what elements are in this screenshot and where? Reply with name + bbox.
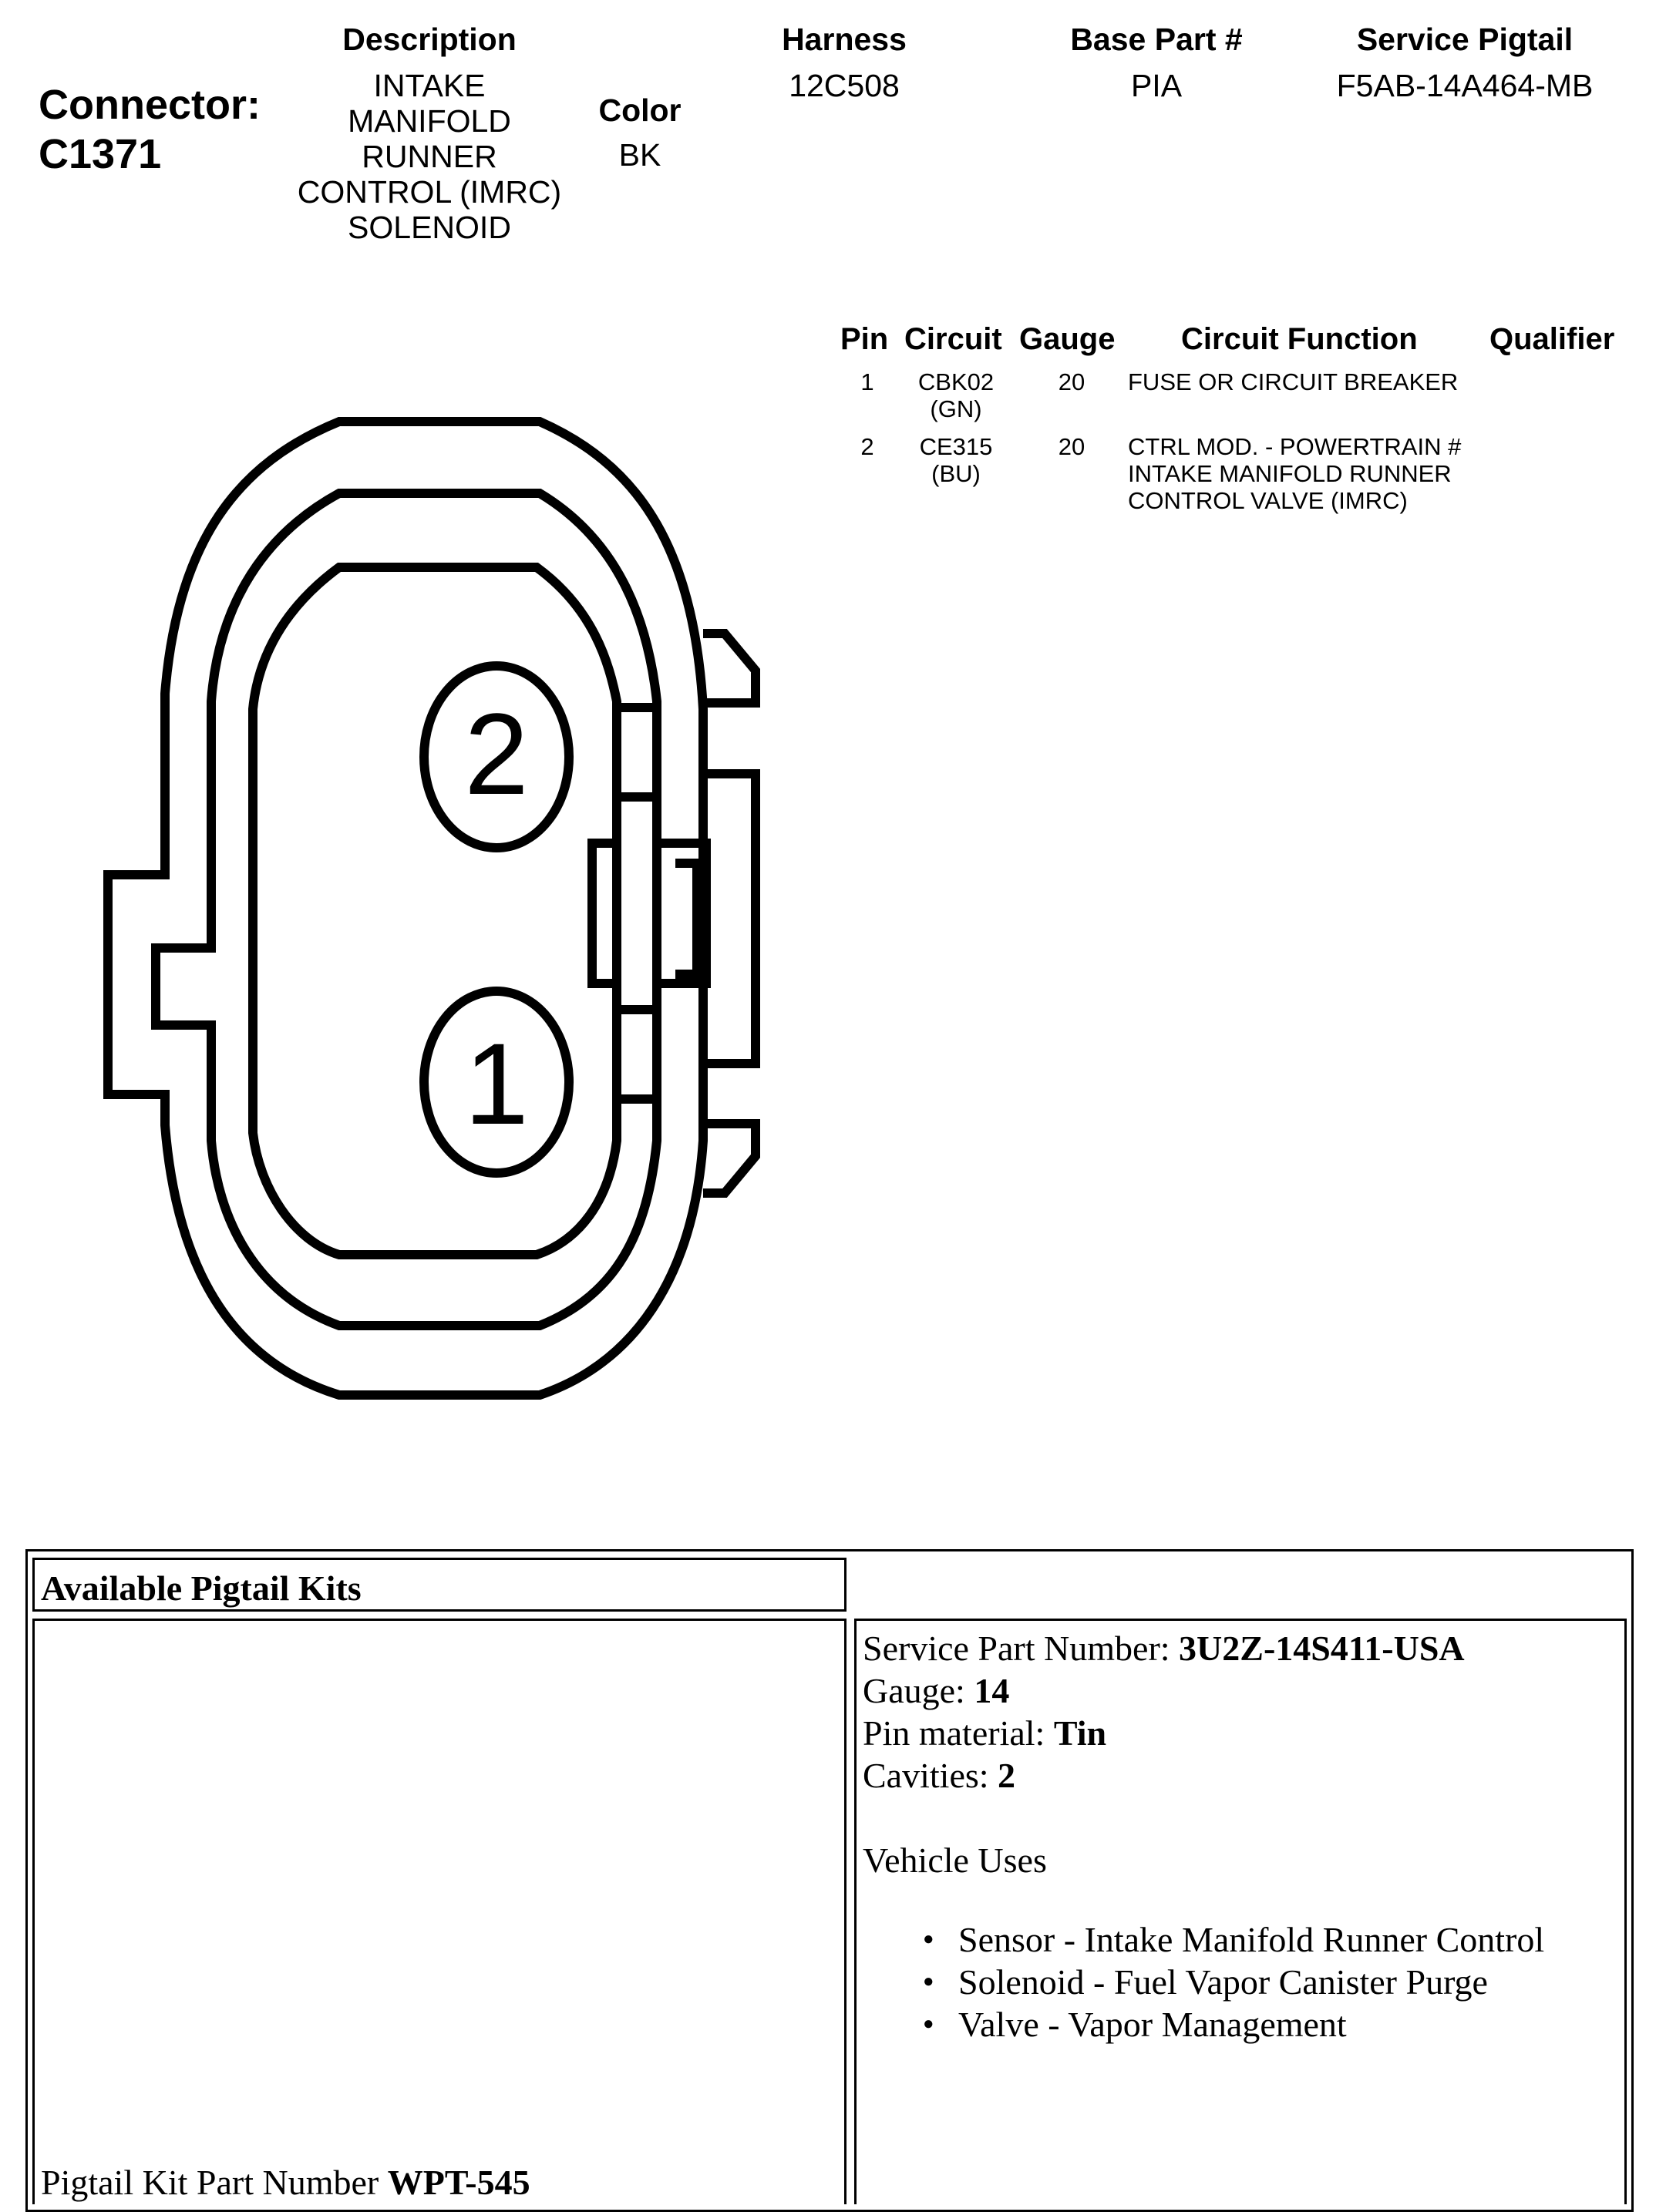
connector-id: C1371 [39, 131, 162, 177]
circuit-code: CE315 (BU) [919, 433, 993, 487]
latch-outer [703, 634, 756, 703]
list-item: ● Solenoid - Fuel Vapor Canister Purge [863, 1961, 1544, 2003]
service-part-number: Service Part Number: 3U2Z-14S411-USA [863, 1629, 1465, 1668]
pin-2-label: 2 [464, 689, 529, 819]
pigtail-kit-cell [32, 1619, 847, 2204]
latch-lower [703, 1124, 756, 1193]
description-header: Description [342, 22, 517, 57]
gauge-value: 20 [1058, 433, 1085, 460]
pin-material: Pin material: Tin [863, 1713, 1107, 1753]
pin-column-header: Pin [840, 322, 889, 356]
list-item: ● Sensor - Intake Manifold Runner Control [863, 1918, 1544, 1961]
service-pigtail-header: Service Pigtail [1356, 22, 1574, 57]
lock-tab [675, 863, 697, 974]
pigtail-kit-part-number: Pigtail Kit Part Number WPT-545 [41, 2163, 530, 2202]
function-column-header: Circuit Function [1181, 322, 1418, 356]
circuit-code: CBK02 (GN) [917, 368, 995, 422]
vehicle-uses-label: Vehicle Uses [863, 1841, 1047, 1880]
qualifier-column-header: Qualifier [1489, 322, 1615, 356]
pin-number: 1 [860, 368, 874, 395]
pigtail-gauge: Gauge: 14 [863, 1671, 1010, 1710]
description-value: INTAKE MANIFOLD RUNNER CONTROL (IMRC) SOLENOID [297, 68, 562, 245]
pigtail-kits-title-cell [32, 1558, 847, 1612]
harness-header: Harness [782, 22, 907, 57]
circuit-function: FUSE OR CIRCUIT BREAKER [1128, 368, 1459, 395]
pigtail-details-cell [854, 1619, 1627, 2204]
gauge-column-header: Gauge [1019, 322, 1116, 356]
pin-number: 2 [860, 433, 874, 460]
gauge-value: 20 [1058, 368, 1085, 395]
pigtail-kits-title: Available Pigtail Kits [41, 1568, 362, 1608]
latch-frame [617, 797, 657, 1010]
latch-body [703, 774, 756, 1064]
connector-face-diagram [0, 0, 848, 1464]
pin-1-label: 1 [464, 1019, 529, 1148]
latch-frame [617, 1010, 657, 1099]
pigtail-details [863, 1627, 1544, 2046]
vehicle-uses-list [863, 1918, 1544, 2046]
base-part-value: PIA [1130, 68, 1183, 103]
harness-value: 12C508 [789, 68, 900, 103]
color-value: BK [618, 137, 661, 173]
connector-label: Connector: C1371 [39, 82, 261, 177]
circuit-function: CTRL MOD. - POWERTRAIN # INTAKE MANIFOLD RUNNER CONTROL VALVE (IMRC) [1128, 433, 1462, 514]
circuit-column-header: Circuit [904, 322, 1002, 356]
color-header: Color [598, 92, 682, 128]
service-pigtail-value: F5AB-14A464-MB [1336, 68, 1594, 103]
inner-cavity-outline [253, 567, 617, 1255]
list-item: ● Valve - Vapor Management [863, 2003, 1544, 2046]
latch-frame [617, 708, 657, 797]
base-part-header: Base Part # [1070, 22, 1243, 57]
cavities: Cavities: 2 [863, 1756, 1016, 1795]
